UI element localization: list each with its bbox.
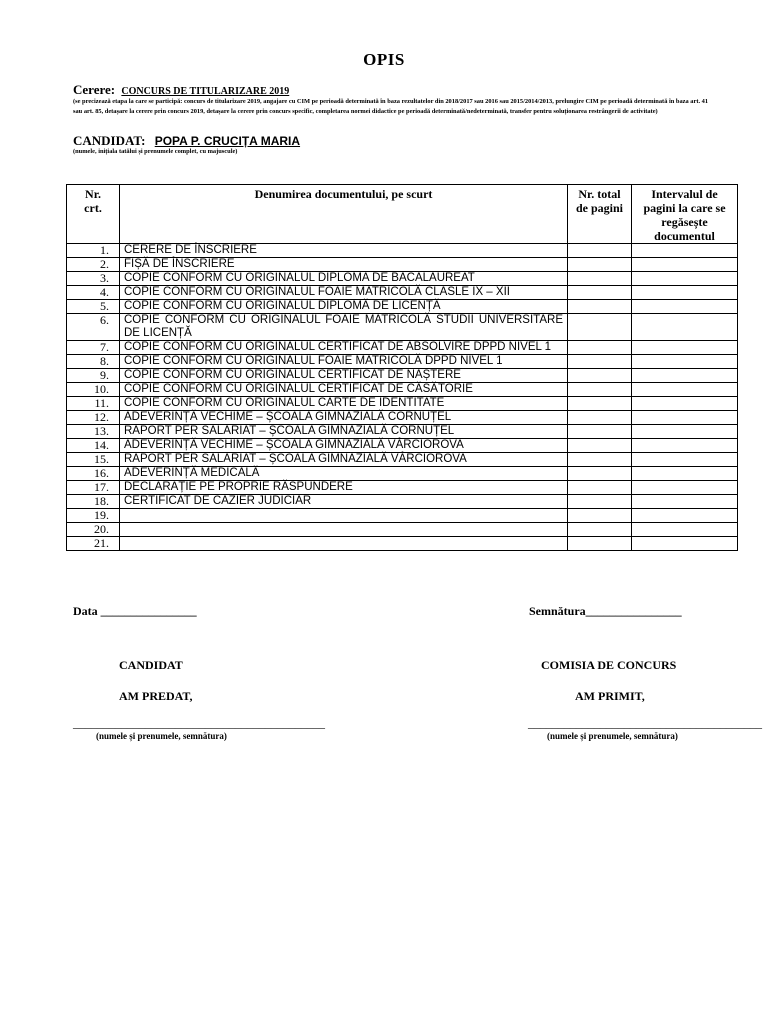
page-interval-cell[interactable] xyxy=(632,341,738,355)
document-name-cell xyxy=(120,509,568,523)
table-row xyxy=(67,411,738,425)
row-number: 12. xyxy=(67,411,120,425)
table-row xyxy=(67,523,738,537)
cerere-label: Cerere: xyxy=(73,82,116,97)
page-interval-cell[interactable] xyxy=(632,355,738,369)
document-name-cell: ADEVERINȚĂ MEDICALĂ xyxy=(120,467,568,481)
table-row xyxy=(67,286,738,300)
commission-title: COMISIA DE CONCURS xyxy=(541,658,677,672)
handed-over-label: AM PREDAT, xyxy=(119,689,193,703)
table-row xyxy=(67,439,738,453)
total-pages-cell[interactable] xyxy=(568,300,632,314)
candidat-note: (numele, inițiala tatălui și prenumele complet, cu majuscule) xyxy=(73,148,238,155)
total-pages-cell[interactable] xyxy=(568,411,632,425)
page-interval-cell[interactable] xyxy=(632,369,738,383)
table-row xyxy=(67,369,738,383)
table-row xyxy=(67,314,738,341)
commission-signature-note: (numele și prenumele, semnătura) xyxy=(547,731,678,741)
total-pages-cell[interactable] xyxy=(568,523,632,537)
total-pages-cell[interactable] xyxy=(568,495,632,509)
page-interval-cell[interactable] xyxy=(632,425,738,439)
page-interval-cell[interactable] xyxy=(632,397,738,411)
signature-field[interactable]: Semnătura________________ xyxy=(529,604,682,618)
total-pages-cell[interactable] xyxy=(568,425,632,439)
document-name-cell: RAPORT PER SALARIAT – ȘCOALA GIMNAZIALĂ VÂRCIOROVA xyxy=(120,453,568,467)
row-number: 1. xyxy=(67,244,120,258)
total-pages-cell[interactable] xyxy=(568,383,632,397)
page-interval-cell[interactable] xyxy=(632,453,738,467)
total-pages-cell[interactable] xyxy=(568,453,632,467)
candidate-signature-line[interactable]: __________________________________________ xyxy=(73,716,325,730)
table-row xyxy=(67,341,738,355)
table-row xyxy=(67,244,738,258)
table-row xyxy=(67,509,738,523)
document-name-cell: COPIE CONFORM CU ORIGINALUL FOAIE MATRICOLĂ DPPD NIVEL 1 xyxy=(120,355,568,369)
total-pages-cell[interactable] xyxy=(568,369,632,383)
row-number: 3. xyxy=(67,272,120,286)
row-number: 19. xyxy=(67,509,120,523)
table-row xyxy=(67,453,738,467)
page-interval-cell[interactable] xyxy=(632,244,738,258)
page-interval-cell[interactable] xyxy=(632,258,738,272)
cerere-line xyxy=(73,82,289,98)
total-pages-cell[interactable] xyxy=(568,467,632,481)
table-row xyxy=(67,272,738,286)
header-total-pages: Nr. total de pagini xyxy=(568,185,632,244)
row-number: 4. xyxy=(67,286,120,300)
total-pages-cell[interactable] xyxy=(568,355,632,369)
page-title: OPIS xyxy=(363,50,405,69)
commission-signature-line[interactable]: _______________________________________ xyxy=(528,716,762,730)
document-name-cell: CERTIFICAT DE CAZIER JUDICIAR xyxy=(120,495,568,509)
candidat-line xyxy=(73,133,300,149)
candidate-title: CANDIDAT xyxy=(119,658,183,672)
row-number: 21. xyxy=(67,537,120,551)
total-pages-cell[interactable] xyxy=(568,397,632,411)
page-interval-cell[interactable] xyxy=(632,411,738,425)
row-number: 2. xyxy=(67,258,120,272)
total-pages-cell[interactable] xyxy=(568,481,632,495)
total-pages-cell[interactable] xyxy=(568,272,632,286)
row-number: 7. xyxy=(67,341,120,355)
page-interval-cell[interactable] xyxy=(632,272,738,286)
row-number: 13. xyxy=(67,425,120,439)
cerere-value: CONCURS DE TITULARIZARE 2019 xyxy=(121,86,290,97)
document-name-cell: FIȘĂ DE ÎNSCRIERE xyxy=(120,258,568,272)
total-pages-cell[interactable] xyxy=(568,439,632,453)
header-document-name: Denumirea documentului, pe scurt xyxy=(120,185,568,244)
total-pages-cell[interactable] xyxy=(568,537,632,551)
document-name-cell: COPIE CONFORM CU ORIGINALUL CERTIFICAT DE NAȘTERE xyxy=(120,369,568,383)
total-pages-cell[interactable] xyxy=(568,258,632,272)
document-name-cell: DECLARAȚIE PE PROPRIE RĂSPUNDERE xyxy=(120,481,568,495)
document-name-cell: CERERE DE ÎNSCRIERE xyxy=(120,244,568,258)
received-label: AM PRIMIT, xyxy=(575,689,645,703)
table-row xyxy=(67,397,738,411)
total-pages-cell[interactable] xyxy=(568,314,632,341)
candidat-label: CANDIDAT: xyxy=(73,133,146,148)
page-interval-cell[interactable] xyxy=(632,314,738,341)
document-name-cell: ADEVERINȚĂ VECHIME – ȘCOALA GIMNAZIALĂ CORNUȚEL xyxy=(120,411,568,425)
row-number: 17. xyxy=(67,481,120,495)
row-number: 11. xyxy=(67,397,120,411)
total-pages-cell[interactable] xyxy=(568,341,632,355)
row-number: 16. xyxy=(67,467,120,481)
page-interval-cell[interactable] xyxy=(632,286,738,300)
table-body xyxy=(67,244,738,551)
page-interval-cell[interactable] xyxy=(632,509,738,523)
row-number: 9. xyxy=(67,369,120,383)
page-interval-cell[interactable] xyxy=(632,537,738,551)
row-number: 10. xyxy=(67,383,120,397)
row-number: 8. xyxy=(67,355,120,369)
header-nr: Nr. crt. xyxy=(67,185,120,244)
document-name-cell: COPIE CONFORM CU ORIGINALUL DIPLOMĂ DE LICENȚĂ xyxy=(120,300,568,314)
documents-table xyxy=(66,184,738,551)
total-pages-cell[interactable] xyxy=(568,286,632,300)
page-interval-cell[interactable] xyxy=(632,300,738,314)
document-name-cell: COPIE CONFORM CU ORIGINALUL CERTIFICAT DE ABSOLVIRE DPPD NIVEL 1 xyxy=(120,341,568,355)
cerere-note: (se precizează etapa la care se participă: concurs de titularizare 2019, angajare cu CIM pe perioadă determinată în baza rezultatelor din 2018/2017 sau 2016 sau 2015/2014/2013, prelungire CIM pe perioadă determinată în baza art. 41 sau art. 85, detașare la cerere prin concurs 2019, detașare la cerere prin concurs specific, completarea normei didactice pe perioadă determinată/nedeterminată, transfer pentru soluționarea restrângerii de activitate) xyxy=(73,98,709,115)
document-name-cell xyxy=(120,537,568,551)
table-row xyxy=(67,481,738,495)
table-row xyxy=(67,495,738,509)
table-row xyxy=(67,537,738,551)
row-number: 18. xyxy=(67,495,120,509)
candidate-signature-note: (numele și prenumele, semnătura) xyxy=(96,731,227,741)
document-name-cell: COPIE CONFORM CU ORIGINALUL FOAIE MATRICOLĂ CLASLE IX – XII xyxy=(120,286,568,300)
date-field[interactable]: Data ________________ xyxy=(73,604,197,618)
row-number: 15. xyxy=(67,453,120,467)
document-name-cell: RAPORT PER SALARIAT – ȘCOALA GIMNAZIALĂ CORNUȚEL xyxy=(120,425,568,439)
total-pages-cell[interactable] xyxy=(568,509,632,523)
table-row xyxy=(67,425,738,439)
total-pages-cell[interactable] xyxy=(568,244,632,258)
table-row xyxy=(67,300,738,314)
candidat-name: POPA P. CRUCIȚA MARIA xyxy=(154,134,301,148)
document-name-cell: COPIE CONFORM CU ORIGINALUL CERTIFICAT DE CĂSĂTORIE xyxy=(120,383,568,397)
page-interval-cell[interactable] xyxy=(632,383,738,397)
row-number: 20. xyxy=(67,523,120,537)
page-interval-cell[interactable] xyxy=(632,495,738,509)
row-number: 6. xyxy=(67,314,120,341)
header-page-interval: Intervalul de pagini la care se regăsește documentul xyxy=(632,185,738,244)
page-interval-cell[interactable] xyxy=(632,523,738,537)
row-number: 14. xyxy=(67,439,120,453)
document-name-cell: ADEVERINȚĂ VECHIME – ȘCOALA GIMNAZIALĂ VÂRCIOROVA xyxy=(120,439,568,453)
document-name-cell: COPIE CONFORM CU ORIGINALUL FOAIE MATRICOLĂ STUDII UNIVERSITARE DE LICENȚĂ xyxy=(120,314,568,341)
document-name-cell: COPIE CONFORM CU ORIGINALUL CARTE DE IDENTITATE xyxy=(120,397,568,411)
row-number: 5. xyxy=(67,300,120,314)
page-interval-cell[interactable] xyxy=(632,439,738,453)
table-row xyxy=(67,258,738,272)
page-interval-cell[interactable] xyxy=(632,467,738,481)
table-row xyxy=(67,383,738,397)
table-row xyxy=(67,355,738,369)
document-name-cell xyxy=(120,523,568,537)
page-interval-cell[interactable] xyxy=(632,481,738,495)
document-name-cell: COPIE CONFORM CU ORIGINALUL DIPLOMA DE BACALAUREAT xyxy=(120,272,568,286)
table-row xyxy=(67,467,738,481)
